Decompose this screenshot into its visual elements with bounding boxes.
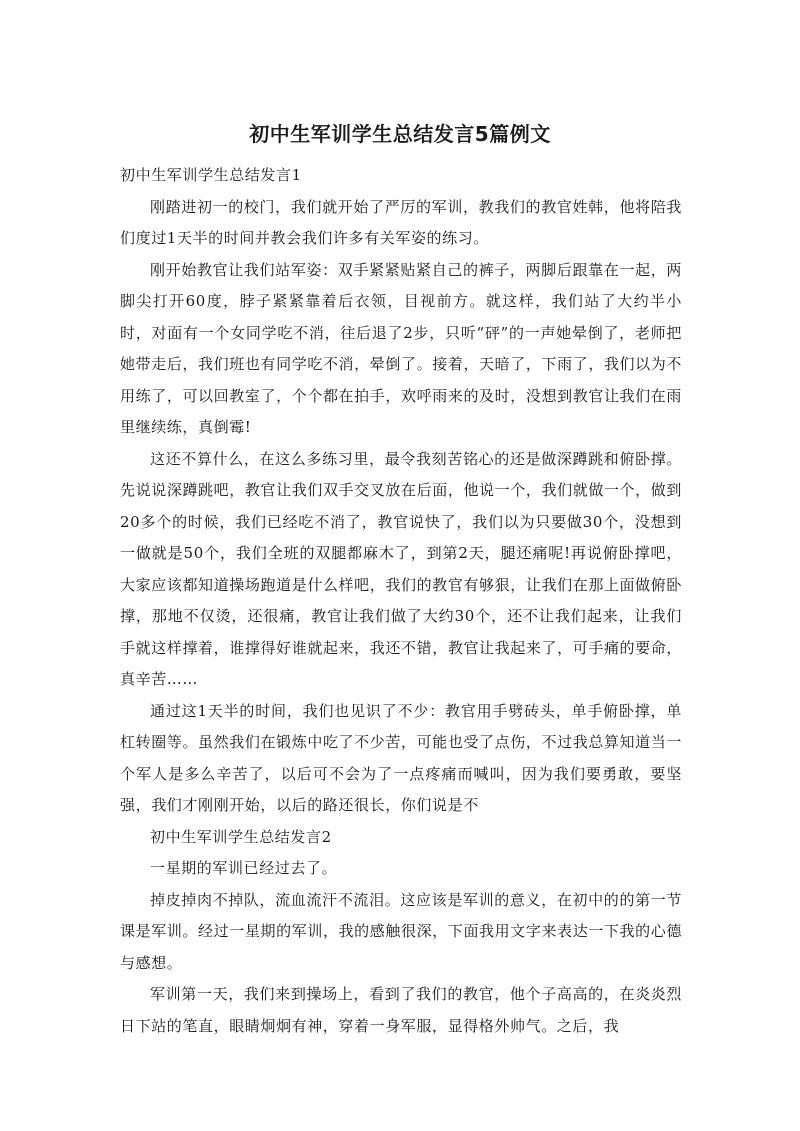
section-heading-1: 初中生军训学生总结发言1 xyxy=(120,166,302,184)
document-title: 初中生军训学生总结发言5篇例文 xyxy=(249,122,551,146)
paragraph: 刚踏进初一的校门，我们就开始了严厉的军训，教我们的教官姓韩，他将陪我们度过1天半的时间并教会我们许多有关军姿的练习。 xyxy=(120,197,682,247)
paragraph: 这还不算什么，在这么多练习里，最令我刻苦铭心的还是做深蹲跳和俯卧撑。先说说深蹲跳吧，教官让我们双手交叉放在后面，他说一个，我们就做一个，做到20多个的时候，我们已经吃不消了，教官说快了，我们以为只要做30个，没想到一做就是50个，我们全班的双腿都麻木了，到第2天，腿还痛呢!再说俯卧撑吧，大家应该都知道操场跑道是什么样吧，我们的教官有够狠，让我们在那上面做俯卧撑，那地不仅烫，还很痛，教官让我们做了大约30个，还不让我们起来，让我们手就这样撑着，谁撑得好谁就起来，我还不错，教官让我起来了，可手痛的要命，真辛苦…… xyxy=(120,449,682,688)
paragraph: 刚开始教官让我们站军姿：双手紧紧贴紧自己的裤子，两脚后跟靠在一起，两脚尖打开60度，脖子紧紧靠着后衣领，目视前方。就这样，我们站了大约半小时，对面有一个女同学吃不消，往后退了2步，只听“砰”的一声她晕倒了，老师把她带走后，我们班也有同学吃不消，晕倒了。接着，天暗了，下雨了，我们以为不用练了，可以回教室了，个个都在拍手，欢呼雨来的及时，没想到教官让我们在雨里继续练，真倒霉! xyxy=(120,260,682,436)
paragraph: 掉皮掉肉不掉队，流血流汗不流泪。这应该是军训的意义，在初中的的第一节课是军训。经过一星期的军训，我的感触很深，下面我用文字来表达一下我的心德与感想。 xyxy=(120,890,682,972)
section-heading-2: 初中生军训学生总结发言2 xyxy=(150,827,332,846)
document-body xyxy=(120,160,682,1042)
paragraph: 通过这1天半的时间，我们也见识了不少：教官用手劈砖头，单手俯卧撑，单杠转圈等。虽然我们在锻炼中吃了不少苦，可能也受了点伤，不过我总算知道当一个军人是多么辛苦了，以后可不会为了一点疼痛而喊叫，因为我们要勇敢，要坚强，我们才刚刚开始，以后的路还很长，你们说是不 xyxy=(120,701,682,814)
paragraph: 一星期的军训已经过去了。 xyxy=(150,859,338,877)
paragraph: 军训第一天，我们来到操场上，看到了我们的教官，他个子高高的，在炎炎烈日下站的笔直，眼睛炯炯有神，穿着一身军服，显得格外帅气。之后，我 xyxy=(120,985,682,1035)
